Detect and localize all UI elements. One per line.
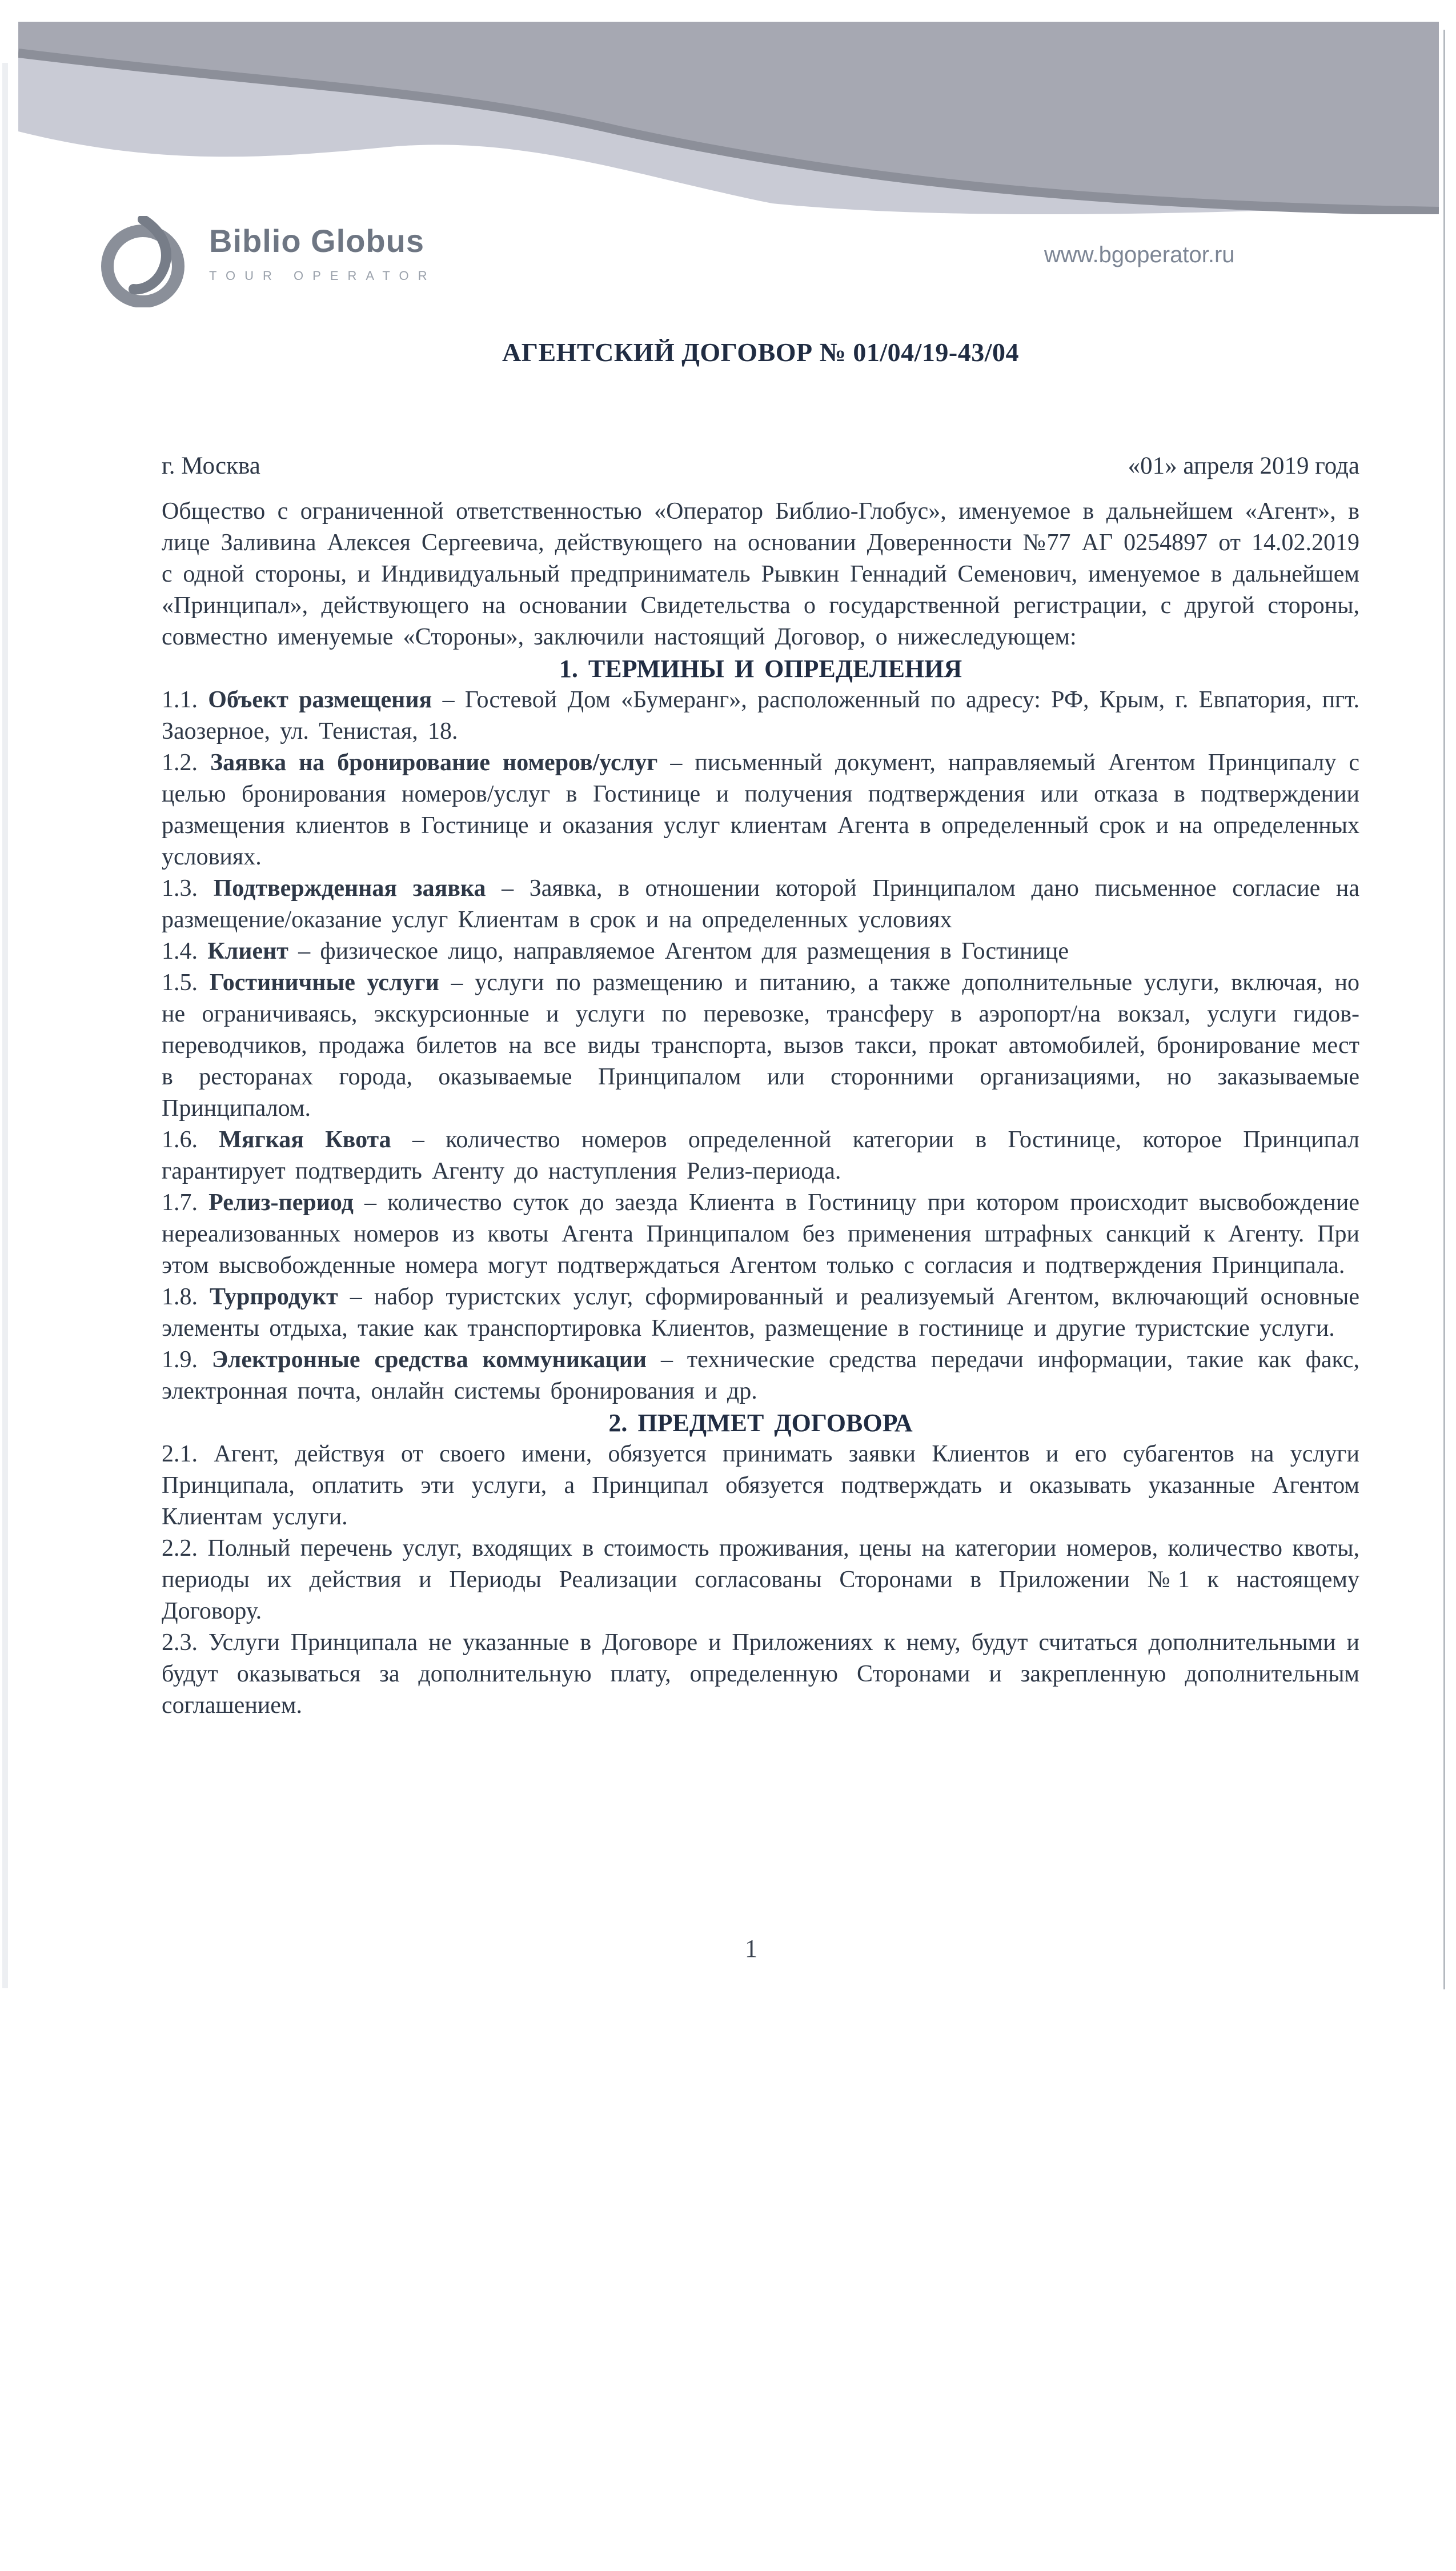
globe-swoosh-icon [96,216,193,307]
sections [162,653,1359,1721]
contract-body [162,496,1359,1721]
contract-section [162,1407,1359,1721]
clause-text: – письменный документ, направляемый Агентом Принципалу с целью бронирования номеров/услуг в Гостинице и получения подтверждения или отказа в подтверждении размещения клиентов в Гостинице и оказания услуг клиентам Агента в определенный срок и на определенных условиях. [162,750,1359,870]
biblio-globus-logo [96,216,436,307]
clause-number: 2.2. [162,1535,208,1561]
contract-clause [162,1627,1359,1721]
clause-number: 1.3. [162,875,214,902]
clause-number: 1.1. [162,687,208,713]
contract-clause [162,873,1359,936]
city-label: г. Москва [162,452,260,479]
section-heading: 1. ТЕРМИНЫ И ОПРЕДЕЛЕНИЯ [559,655,962,683]
scan-left-edge-shadow [2,63,8,1988]
wave-graphic [18,22,1439,214]
section-items [162,684,1359,1407]
contract-clause [162,747,1359,873]
page-number: 1 [745,1935,757,1963]
clause-number: 1.4. [162,938,208,964]
clause-text: – набор туристских услуг, сформированный и реализуемый Агентом, включающий основные элементы отдыха, такие как транспортировка Клиентов, размещение в гостинице и другие туристские услуги. [162,1284,1359,1341]
clause-term: Объект размещения [208,687,432,713]
clause-term: Подтвержденная заявка [213,875,486,902]
clause-number: 1.2. [162,750,210,776]
clause-term: Мягкая Квота [219,1127,391,1153]
clause-text: – количество номеров определенной категории в Гостинице, которое Принципал гарантирует подтвердить Агенту до наступления Релиз-периода. [162,1127,1359,1184]
clause-number: 1.5. [162,970,210,996]
contract-clause [162,967,1359,1124]
clause-term: Гостиничные услуги [209,970,439,996]
contract-title: АГЕНТСКИЙ ДОГОВОР № 01/04/19-43/04 [502,338,1020,367]
scan-right-edge-line [1443,30,1445,1989]
section-heading: 2. ПРЕДМЕТ ДОГОВОРА [608,1409,913,1437]
clause-number: 2.3. [162,1629,208,1656]
website-url: www.bgoperator.ru [1044,242,1235,267]
clause-text: Агент, действуя от своего имени, обязуется принимать заявки Клиентов и его субагентов на услуги Принципала, оплатить эти услуги, а Принципал обязуется подтверждать и оказывать указанные Агентом Клиентам услуги. [162,1441,1359,1530]
logo-subtitle: TOUR OPERATOR [209,269,436,283]
clause-number: 1.7. [162,1190,209,1216]
clause-text: – технические средства передачи информации, такие как факс, электронная почта, онлайн системы бронирования и др. [162,1347,1359,1404]
contract-clause [162,1187,1359,1282]
section-items [162,1439,1359,1721]
clause-number: 1.9. [162,1347,212,1373]
clause-term: Клиент [207,938,288,964]
clause-number: 1.6. [162,1127,219,1153]
clause-number: 2.1. [162,1441,214,1467]
logo-text [209,216,436,282]
clause-text: – Гостевой Дом «Бумеранг», расположенный по адресу: РФ, Крым, г. Евпатория, пгт. Заозерное, ул. Тенистая, 18. [162,687,1359,744]
clause-term: Турпродукт [210,1284,338,1310]
clause-text: – физическое лицо, направляемое Агентом для размещения в Гостинице [288,938,1069,964]
contract-clause [162,936,1359,967]
contract-section [162,653,1359,1407]
city-date-row [162,452,1359,480]
decorative-wave-banner [18,22,1439,214]
clause-text: – услуги по размещению и питанию, а также дополнительные услуги, включая, но не ограничиваясь, экскурсионные и услуги по перевозке, трансферу в аэропорт/на вокзал, услуги гидов-переводчиков, продажа билетов на все виды транспорта, вызов такси, прокат автомобилей, бронирование мест в ресторанах города, оказываемые Принципалом или сторонними организациями, но заказываемые Принципалом. [162,970,1359,1122]
contract-clause [162,684,1359,747]
date-label: «01» апреля 2019 года [1128,452,1359,479]
logo-title: Biblio Globus [209,223,424,259]
clause-text: – количество суток до заезда Клиента в Гостиницу при котором происходит высвобождение нереализованных номеров из квоты Агента Принципалом без применения штрафных санкций к Агенту. При этом высвобожденные номера могут подтверждаться Агентом только с согласия и подтверждения Принципала. [162,1190,1359,1279]
contract-clause [162,1533,1359,1627]
contract-clause [162,1124,1359,1187]
intro-paragraph: Общество с ограниченной ответственностью «Оператор Библио-Глобус», именуемое в дальнейшем «Агент», в лице Заливина Алексея Сергеевича, действующего на основании Доверенности №77 АГ 0254897 от 14.02.2019 с одной стороны, и Индивидуальный предприниматель Рывкин Геннадий Семенович, именуемое в дальнейшем «Принципал», действующего на основании Свидетельства о государственной регистрации, с другой стороны, совместно именуемые «Стороны», заключили настоящий Договор, о нижеследующем: [162,498,1359,650]
clause-term: Электронные средства коммуникации [211,1347,647,1373]
clause-number: 1.8. [162,1284,210,1310]
contract-clause [162,1344,1359,1407]
clause-text: Услуги Принципала не указанные в Договоре и Приложениях к нему, будут считаться дополнительными и будут оказываться за дополнительную плату, определенную Сторонами и закрепленную дополнительным соглашением. [162,1629,1359,1719]
clause-term: Заявка на бронирование номеров/услуг [210,750,658,776]
clause-text: – Заявка, в отношении которой Принципалом дано письменное согласие на размещение/оказание услуг Клиентам в срок и на определенных условиях [162,875,1360,933]
contract-clause [162,1282,1359,1344]
clause-term: Релиз-период [208,1190,354,1216]
clause-text: Полный перечень услуг, входящих в стоимость проживания, цены на категории номеров, количество квоты, периоды их действия и Периоды Реализации согласованы Сторонами в Приложении №1 к настоящему Договору. [162,1535,1359,1624]
contract-clause [162,1439,1359,1533]
